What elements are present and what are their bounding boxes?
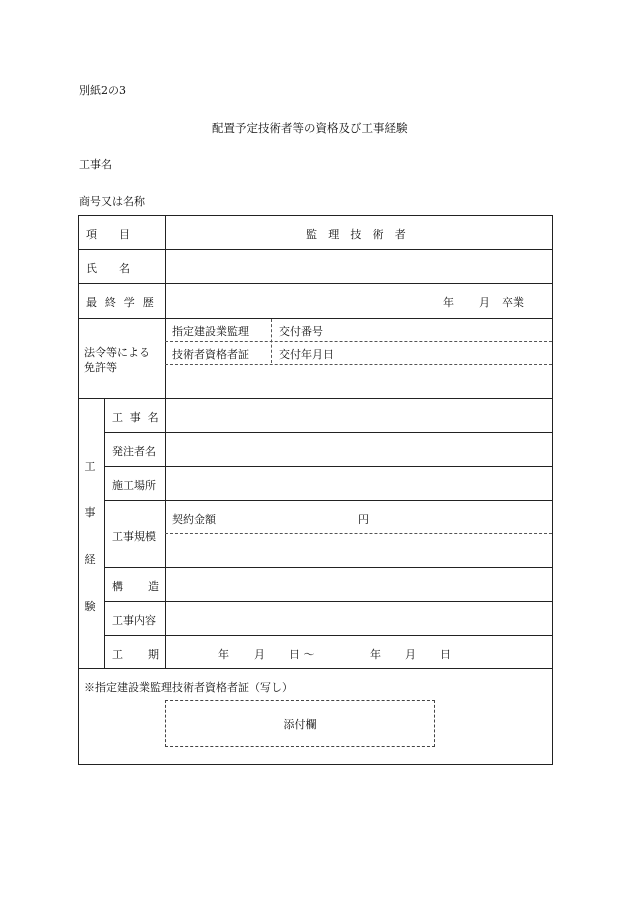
document-title: 配置予定技術者等の資格及び工事経験 [212, 121, 408, 135]
item-header: 項 目 [86, 228, 130, 241]
experience-char-1: 工 [84, 460, 96, 473]
exp-project-name-label: 工 事 名 [112, 411, 161, 424]
period-end-month: 月 [405, 648, 416, 661]
certificate-copy-note: ※指定建設業監理技術者資格者証（写し） [84, 681, 293, 694]
document-reference: 別紙2の3 [79, 84, 126, 97]
cert-name-line2: 技術者資格者証 [172, 348, 249, 361]
exp-structure-label-2: 造 [148, 580, 159, 593]
attachment-label: 添付欄 [283, 717, 317, 731]
attachment-box [165, 700, 435, 747]
name-label: 氏 名 [86, 262, 130, 275]
experience-char-3: 経 [84, 553, 96, 566]
education-graduated: 卒業 [502, 296, 524, 309]
license-label-line1: 法令等による [84, 346, 150, 359]
yen-unit: 円 [358, 513, 369, 526]
education-year: 年 [443, 296, 454, 309]
issue-date-label: 交付年月日 [279, 348, 334, 361]
contract-amount-label: 契約金額 [172, 513, 216, 526]
exp-scale-label: 工事規模 [112, 530, 156, 543]
cert-name-line1: 指定建設業監理 [172, 325, 249, 338]
experience-char-2: 事 [84, 506, 96, 519]
issue-number-label: 交付番号 [279, 325, 323, 338]
period-start-day: 日 ～ [289, 648, 315, 661]
license-label-line2: 免許等 [84, 361, 117, 374]
exp-client-label: 発注者名 [112, 445, 156, 458]
exp-period-label-1: 工 [112, 648, 123, 661]
company-name-label: 商号又は名称 [79, 195, 145, 208]
education-month: 月 [479, 296, 490, 309]
experience-char-4: 験 [84, 600, 96, 613]
period-start-month: 月 [254, 648, 265, 661]
period-start-year: 年 [218, 648, 229, 661]
period-end-year: 年 [370, 648, 381, 661]
supervising-engineer-header: 監 理 技 術 者 [306, 228, 410, 241]
exp-period-label-2: 期 [148, 648, 159, 661]
education-label: 最 終 学 歴 [86, 296, 156, 309]
period-end-day: 日 [440, 648, 451, 661]
exp-structure-label-1: 構 [112, 580, 123, 593]
project-name-label: 工事名 [79, 158, 112, 171]
exp-content-label: 工事内容 [112, 614, 156, 627]
exp-location-label: 施工場所 [112, 479, 156, 492]
